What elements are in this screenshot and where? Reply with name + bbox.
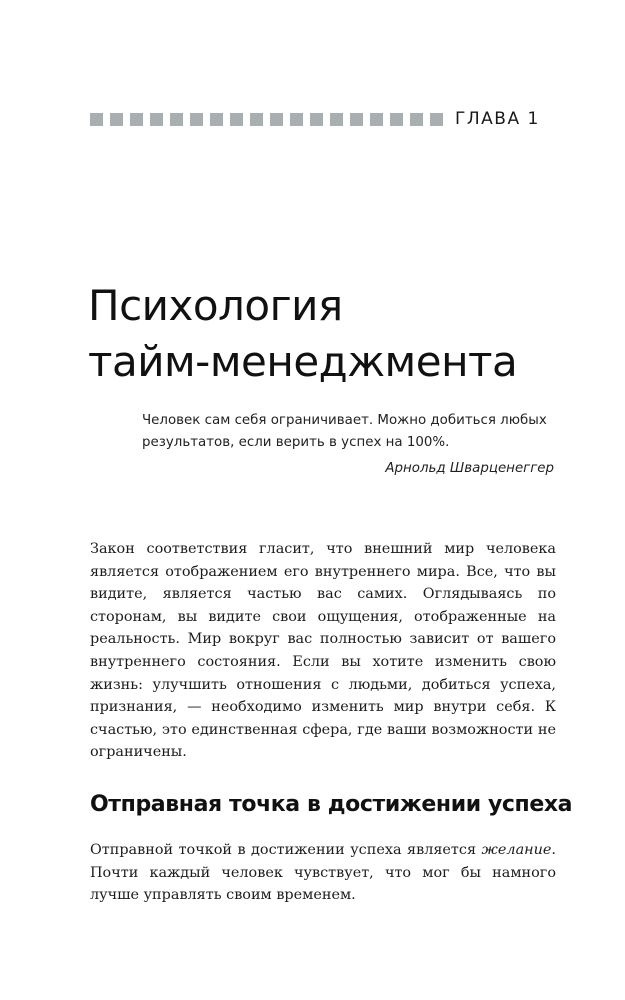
chapter-title-line2: тайм-менеджмента (88, 337, 518, 386)
decorative-square (250, 113, 263, 126)
epigraph (142, 410, 554, 480)
decorative-square (110, 113, 123, 126)
decorative-square (330, 113, 343, 126)
section-paragraph-emphasis: желание (481, 842, 552, 858)
decorative-square (390, 113, 403, 126)
decorative-squares (90, 113, 443, 126)
decorative-square (170, 113, 183, 126)
decorative-square (310, 113, 323, 126)
decorative-square (90, 113, 103, 126)
decorative-square (430, 113, 443, 126)
epigraph-author: Арнольд Шварценеггер (385, 461, 554, 476)
section-paragraph-start: Отправной точкой в достижении успеха является (90, 842, 482, 858)
decorative-square (130, 113, 143, 126)
decorative-square (290, 113, 303, 126)
decorative-square (410, 113, 423, 126)
decorative-square (370, 113, 383, 126)
decorative-square (190, 113, 203, 126)
decorative-square (270, 113, 283, 126)
epigraph-line1: Человек сам себя ограничивает. Можно добиться любых (142, 413, 547, 428)
section-paragraph-end: . Почти каждый человек чувствует, что мог бы намного лучше управлять своим временем. (90, 842, 556, 904)
decorative-square (210, 113, 223, 126)
section-heading: Отправная точка в достижении успеха (90, 792, 573, 817)
decorative-square (230, 113, 243, 126)
epigraph-line2: результатов, если верить в успех на 100%. (142, 435, 450, 450)
body-paragraph: Закон соответствия гласит, что внешний мир человека является отображением его внутреннего мира. Все, что вы видите, является частью вас самих. Оглядываясь по сторонам, вы видите свои ощущения, отображенные на реальность. Мир вокруг вас полностью зависит от вашего внутреннего состояния. Если вы хотите изменить свою жизнь: улучшить отношения с людьми, добиться успеха, признания, — необходимо изменить мир внутри себя. К счастью, это единственная сфера, где ваши возможности не ограничены. (90, 541, 556, 761)
decorative-square (150, 113, 163, 126)
chapter-label: ГЛАВА 1 (455, 109, 540, 129)
chapter-title (88, 278, 558, 390)
decorative-square (350, 113, 363, 126)
section-paragraph (90, 839, 556, 907)
chapter-title-line1: Психология (88, 281, 343, 330)
chapter-header (90, 108, 560, 130)
